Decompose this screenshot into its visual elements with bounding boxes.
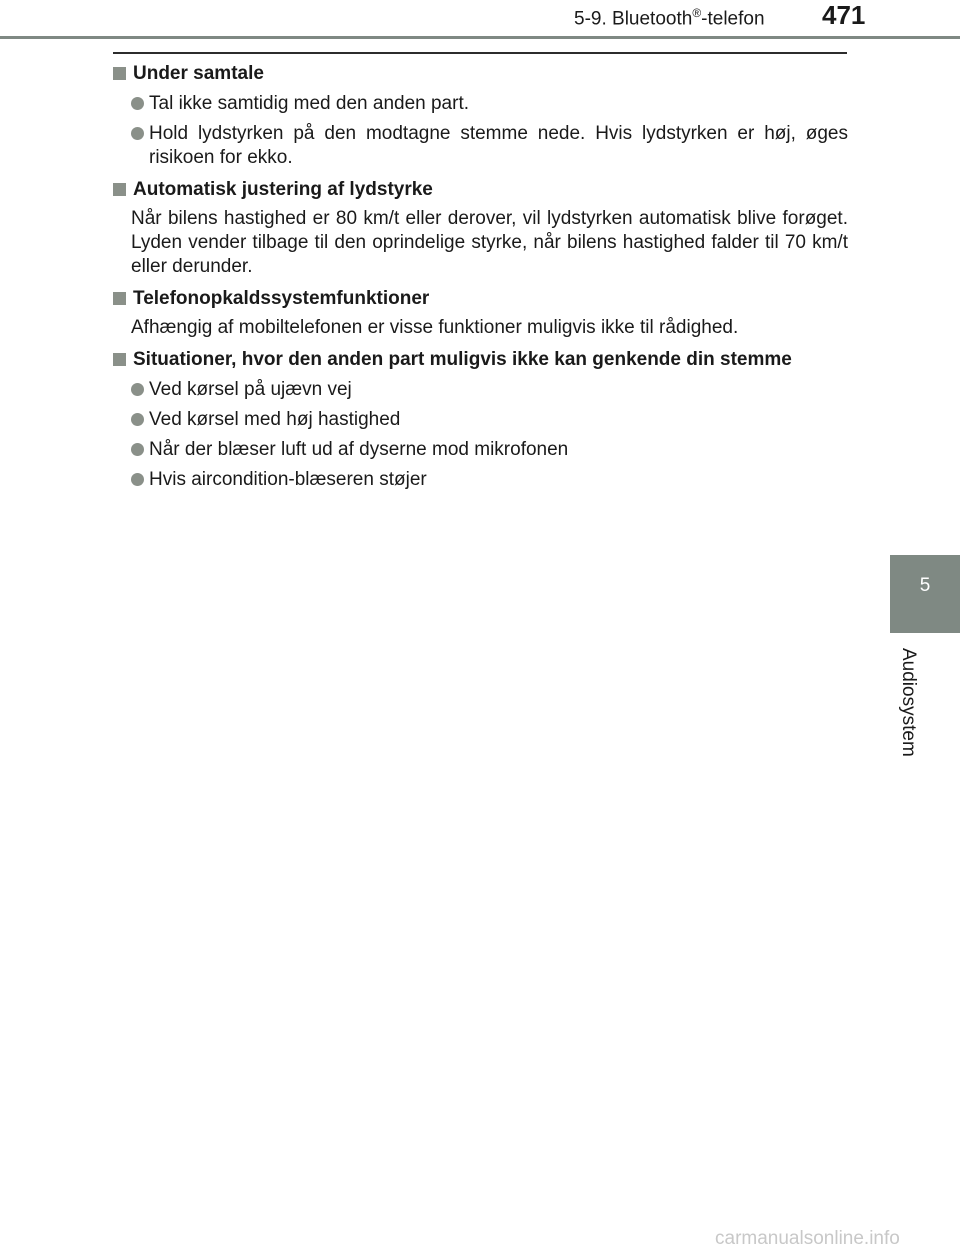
circle-bullet-icon [131, 473, 144, 486]
content [111, 62, 848, 500]
section-heading: Telefonopkaldssystemfunktioner [111, 287, 848, 311]
section-heading: Situationer, hvor den anden part muligvis ikke kan genkende din stemme [111, 348, 848, 372]
list-item: Hvis aircondition-blæseren støjer [111, 468, 848, 492]
square-bullet-icon [113, 67, 126, 80]
chapter-label: Audiosystem [898, 648, 919, 757]
chapter-number: 5 [919, 575, 931, 596]
page-header [0, 0, 960, 40]
circle-bullet-icon [131, 127, 144, 140]
list-item: Ved kørsel på ujævn vej [111, 378, 848, 402]
section-paragraph: Når bilens hastighed er 80 km/t eller derover, vil lydstyrken automatisk blive forøget. Lyden vender tilbage til den oprindelige styrke, når bilens hastighed falder til 70 km/t eller derunder. [131, 208, 848, 277]
footer-watermark: carmanualsonline.info [715, 1228, 900, 1249]
square-bullet-icon [113, 353, 126, 366]
circle-bullet-icon [131, 97, 144, 110]
circle-bullet-icon [131, 383, 144, 396]
list-item: Hold lydstyrken på den modtagne stemme nede. Hvis lydstyrken er høj, øges risikoen for ekko. [111, 122, 848, 170]
square-bullet-icon [113, 183, 126, 196]
page-number: 471 [822, 0, 866, 30]
section-under-samtale [111, 62, 848, 170]
section-telefonopkald [111, 287, 848, 340]
section-heading: Under samtale [111, 62, 848, 86]
header-rule [0, 36, 960, 39]
circle-bullet-icon [131, 413, 144, 426]
section-title: 5-9. Bluetooth®-telefon [574, 6, 765, 30]
square-bullet-icon [113, 292, 126, 305]
chapter-tab [890, 555, 960, 633]
section-paragraph: Afhængig af mobiltelefonen er visse funktioner muligvis ikke til rådighed. [131, 317, 739, 338]
list-item: Når der blæser luft ud af dyserne mod mikrofonen [111, 438, 848, 462]
content-rule [113, 52, 847, 54]
section-heading: Automatisk justering af lydstyrke [111, 178, 848, 202]
section-automatisk-justering [111, 178, 848, 279]
circle-bullet-icon [131, 443, 144, 456]
section-situationer [111, 348, 848, 492]
list-item: Tal ikke samtidig med den anden part. [111, 92, 848, 116]
list-item: Ved kørsel med høj hastighed [111, 408, 848, 432]
